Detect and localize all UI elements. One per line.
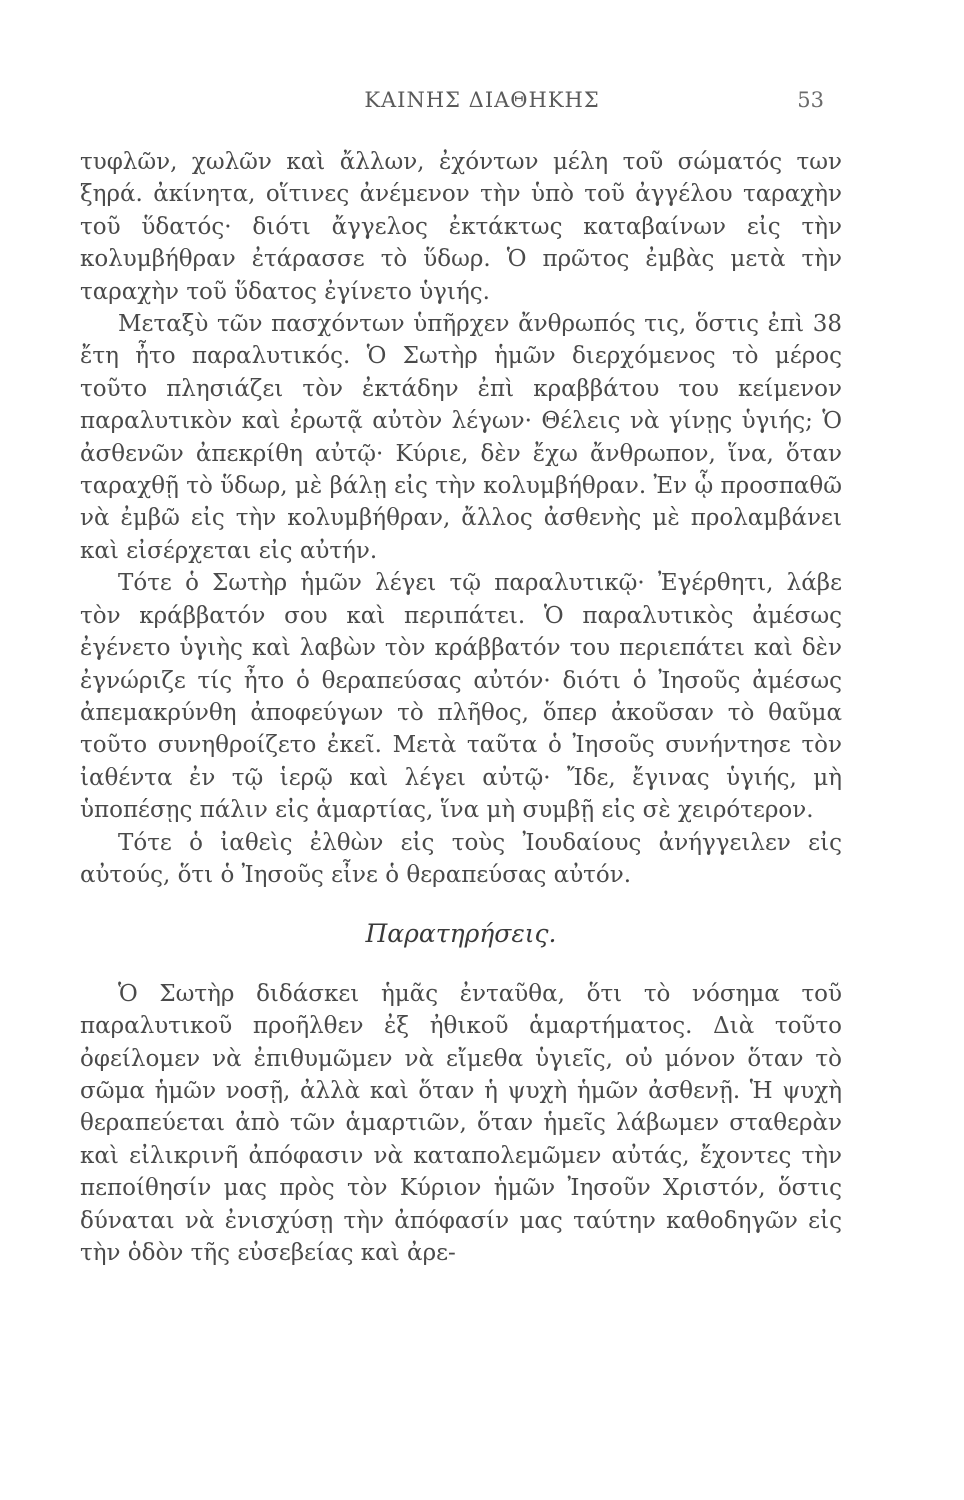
page-number: 53 [797,88,824,112]
paragraph-continuation: τυφλῶν, χωλῶν καὶ ἄλλων, ἐχόντων μέλη τοῦ σώματός των ξηρά. ἀκίνητα, οἵτινες ἀνέμενον τὴν ὑπὸ τοῦ ἀγγέλου ταραχὴν τοῦ ὕδατός· διότι ἄγγελος ἐκτάκτως καταβαίνων εἰς τὴν κολυμβήθραν ἐτάρασσε τὸ ὕδωρ. Ὁ πρῶτος ἐμβὰς μετὰ τὴν ταραχὴν τοῦ ὕδατος ἐγίνετο ὑγιής. [80,149,842,305]
paragraph-remarks: Ὁ Σωτὴρ διδάσκει ἡμᾶς ἐνταῦθα, ὅτι τὸ νόσημα τοῦ παραλυτικοῦ προῆλθεν ἐξ ἠθικοῦ ἁμαρτήματος. Διὰ τοῦτο ὀφείλομεν νὰ ἐπιθυμῶμεν νὰ εἴμεθα ὑγιεῖς, οὐ μόνον ὅταν τὸ σῶμα ἡμῶν νοσῇ, ἀλλὰ καὶ ὅταν ἡ ψυχὴ ἡμῶν ἀσθενῇ. Ἡ ψυχὴ θεραπεύεται ἀπὸ τῶν ἁμαρτιῶν, ὅταν ἡμεῖς λάβωμεν σταθερὰν καὶ εἰλικρινῆ ἀπόφασιν νὰ καταπολεμῶμεν αὐτάς, ἔχοντες τὴν πεποίθησίν μας πρὸς τὸν Κύριον ἡμῶν Ἰησοῦν Χριστόν, ὅστις δύναται νὰ ἐνισχύσῃ τὴν ἀπόφασίν μας ταύτην καθοδηγῶν εἰς τὴν ὁδὸν τῆς εὐσεβείας καὶ ἀρε- [80,980,842,1266]
body-text [80,146,842,1269]
paragraph-announcement: Τότε ὁ ἰαθεὶς ἐλθὼν εἰς τοὺς Ἰουδαίους ἀνήγγειλεν εἰς αὐτούς, ὅτι ὁ Ἰησοῦς εἶνε ὁ θεραπεύσας αὐτόν. [80,829,842,888]
running-title: ΚΑΙΝΗΣ ΔΙΑΘΗΚΗΣ [364,88,600,112]
paragraph-paralytic: Μεταξὺ τῶν πασχόντων ὑπῆρχεν ἄνθρωπός τις, ὅστις ἐπὶ 38 ἔτη ἦτο παραλυτικός. Ὁ Σωτὴρ ἡμῶν διερχόμενος τὸ μέρος τοῦτο πλησιάζει τὸν ἐκτάδην ἐπὶ κραββάτου του κείμενον παραλυτικὸν καὶ ἐρωτᾷ αὐτὸν λέγων· Θέλεις νὰ γίνῃς ὑγιής; Ὁ ἀσθενῶν ἀπεκρίθη αὐτῷ· Κύριε, δὲν ἔχω ἄνθρωπον, ἵνα, ὅταν ταραχθῇ τὸ ὕδωρ, μὲ βάλῃ εἰς τὴν κολυμβήθραν. Ἐν ᾧ προσπαθῶ νὰ ἐμβῶ εἰς τὴν κολυμβήθραν, ἄλλος ἀσθενὴς μὲ προλαμβάνει καὶ εἰσέρχεται εἰς αὐτήν. [80,311,842,564]
section-heading: Παρατηρήσεις. [365,919,557,949]
running-head [0,88,964,122]
paragraph-healing: Τότε ὁ Σωτὴρ ἡμῶν λέγει τῷ παραλυτικῷ· Ἐγέρθητι, λάβε τὸν κράββατόν σου καὶ περιπάτει. Ὁ παραλυτικὸς ἀμέσως ἐγένετο ὑγιὴς καὶ λαβὼν τὸν κράββατόν του περιεπάτει καὶ δὲν ἐγνώριζε τίς ἦτο ὁ θεραπεύσας αὐτόν· διότι ὁ Ἰησοῦς ἀμέσως ἀπεμακρύνθη ἀποφεύγων τὸ πλῆθος, ὅπερ ἀκοῦσαν τὸ θαῦμα τοῦτο συνηθροίζετο ἐκεῖ. Μετὰ ταῦτα ὁ Ἰησοῦς συνήντησε τὸν ἰαθέντα ἐν τῷ ἱερῷ καὶ λέγει αὐτῷ· Ἴδε, ἔγινας ὑγιής, μὴ ὑποπέσῃς πάλιν εἰς ἁμαρτίας, ἵνα μὴ συμβῇ εἰς σὲ χειρότερον. [80,570,842,824]
